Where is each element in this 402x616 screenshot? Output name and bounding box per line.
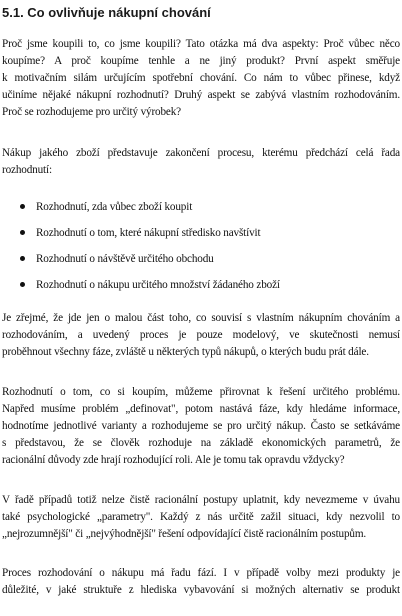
- list-item: [0, 222, 280, 248]
- bullet-icon: [20, 282, 25, 287]
- text-line: Proces rozhodování o nákupu má řadu fází. I v případě volby mezi produkty je: [2, 567, 400, 579]
- bullet-icon: [20, 230, 25, 235]
- text-line: rozhodnutí:: [2, 164, 52, 176]
- text-line: Napřed musíme problém „definovat", potom nastává fáze, kdy hledáme informace,: [2, 403, 400, 415]
- paragraph-problem-solving: [2, 384, 400, 469]
- text-line: s představou, že se člověk rozhoduje na základě ekonomických parametrů, že: [2, 437, 400, 449]
- text-line: Proč jsme koupili to, co jsme koupili? Tato otázka má dva aspekty: Proč vůbec něco: [2, 38, 400, 50]
- text-line: Rozhodnutí o tom, co si koupím, můžeme přirovnat k řešení určitého problému.: [2, 386, 400, 398]
- text-line: racionální důvody zde hrají rozhodující roli. Ale je tomu tak opravdu vždycky?: [2, 454, 345, 466]
- text-line: k motivačním silám určujícím spotřební chování. Co nám to vůbec přinese, když: [2, 72, 400, 84]
- paragraph-decision-phases: [2, 565, 400, 599]
- paragraph-purchase-process: [2, 145, 400, 179]
- bullet-icon: [20, 256, 25, 261]
- list-item: [0, 196, 280, 222]
- decision-list: [0, 196, 280, 300]
- text-line: hodnotíme jednotlivé varianty a rozhodujeme se pro určitý nákup. Často se setkáváme: [2, 420, 400, 432]
- text-line: Nákup jakého zboží představuje zakončení procesu, kterému předchází celá řada: [2, 147, 400, 159]
- text-line: Je zřejmé, že jde jen o malou část toho, co souvisí s vlastním nákupním chováním a: [2, 312, 400, 324]
- text-line: V řadě případů totiž nelze čistě racionální postupy uplatnit, kdy nevezmeme v úvahu: [2, 494, 400, 506]
- list-item-text: Rozhodnutí o nákupu určitého množství žádaného zboží: [36, 279, 280, 291]
- list-item-text: Rozhodnutí o tom, které nákupní středisko navštívit: [36, 227, 261, 239]
- text-line: učiníme nějaké nákupní rozhodnutí? Druhý aspekt se zabývá vlastním rozhodováním.: [2, 89, 400, 101]
- paragraph-intro: [2, 36, 400, 121]
- text-line: důležité, v jaké struktuře z hlediska vybavování si možných alternativ se produkt: [2, 584, 400, 596]
- bullet-icon: [20, 204, 25, 209]
- paragraph-psychological-parameters: [2, 492, 400, 543]
- list-item: [0, 274, 280, 300]
- list-item-text: Rozhodnutí o návštěvě určitého obchodu: [36, 253, 214, 265]
- text-line: rozhodováním, a uvedený proces je pouze modelový, ve skutečnosti nemusí: [2, 329, 400, 341]
- text-line: koupíme? A proč koupíme tenhle a ne jiný produkt? První aspekt směřuje: [2, 55, 400, 67]
- paragraph-model-process: [2, 310, 400, 361]
- text-line: „nejrozumnější" či „nejvýhodnější" řešení odpovídající čistě racionálním postupům.: [2, 528, 367, 540]
- text-line: Proč se rozhodujeme pro určitý výrobek?: [2, 106, 181, 118]
- text-line: také psychologické „parametry". Každý z nás určitě zažil situaci, kdy nezvolil to: [2, 511, 400, 523]
- text-line: proběhnout všechny fáze, zvláště u některých typů nákupů, o kterých budu prát dále.: [2, 346, 369, 358]
- list-item: [0, 248, 280, 274]
- section-heading: 5.1. Co ovlivňuje nákupní chování: [2, 5, 211, 20]
- list-item-text: Rozhodnutí, zda vůbec zboží koupit: [36, 201, 193, 213]
